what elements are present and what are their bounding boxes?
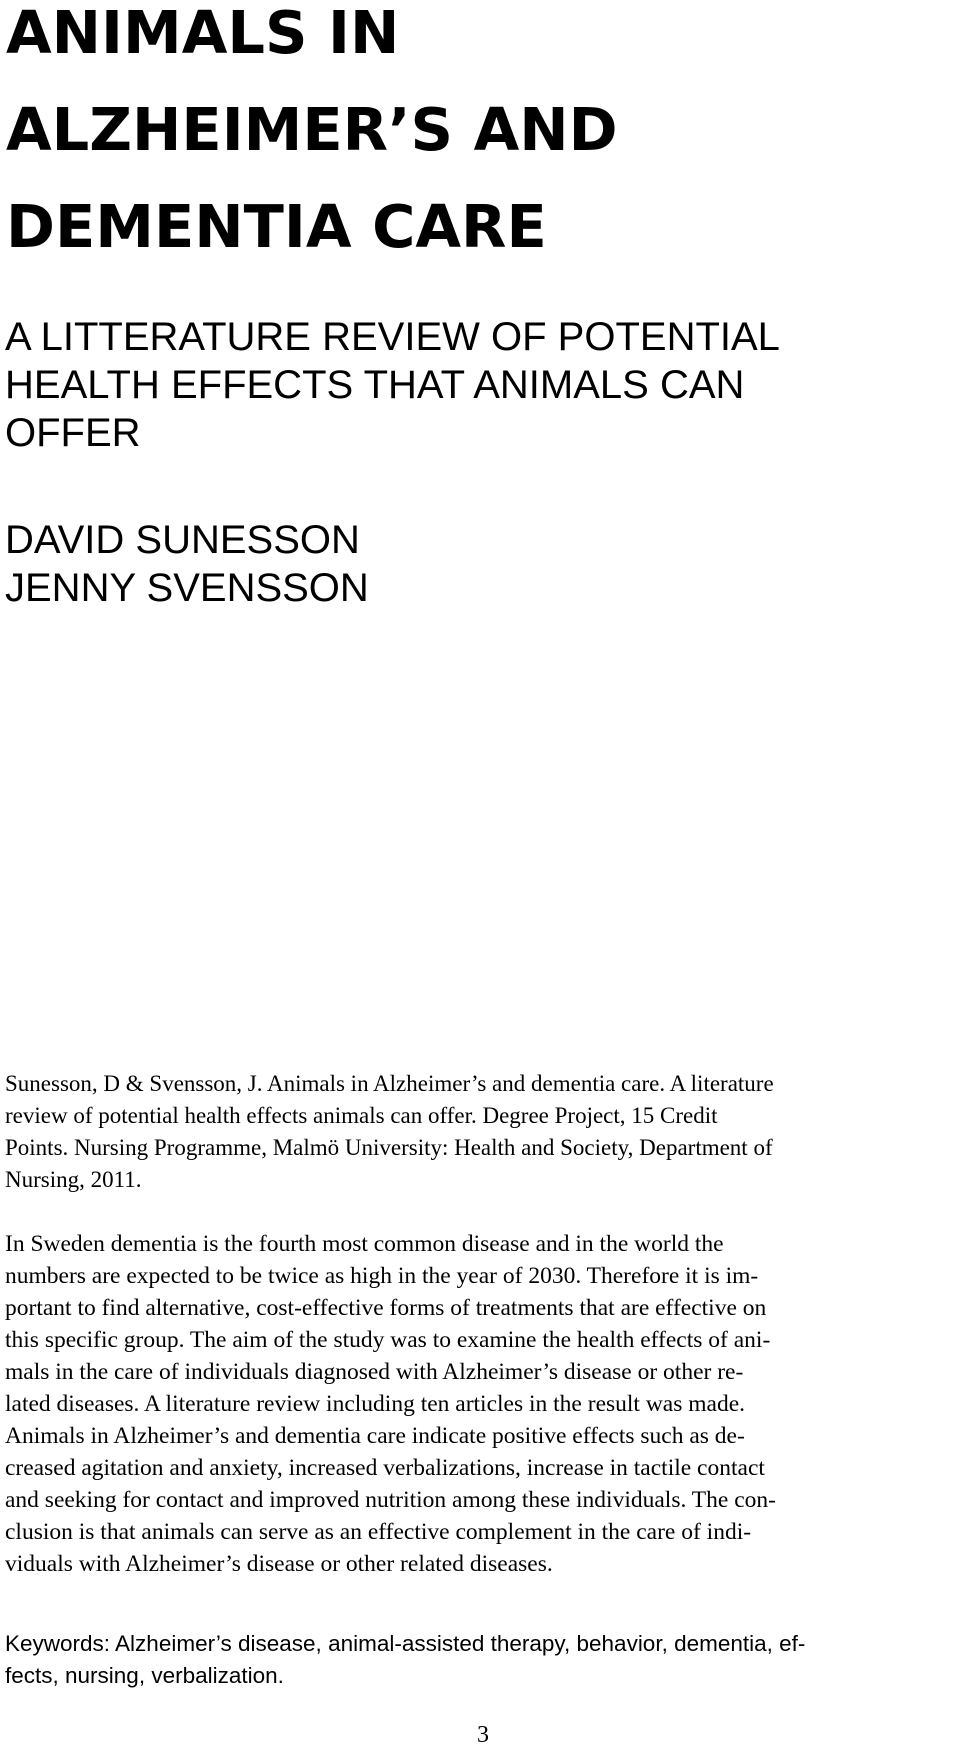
author-list: [5, 516, 369, 612]
abstract-line: In Sweden dementia is the fourth most common disease and in the world the: [5, 1231, 724, 1257]
citation-line: Points. Nursing Programme, Malmö University: Health and Society, Department of: [5, 1135, 773, 1160]
title-line-2: ALZHEIMER’S AND: [6, 95, 618, 164]
abstract-line: portant to find alternative, cost-effective forms of treatments that are effective on: [5, 1295, 767, 1321]
page-number: [0, 1720, 960, 1750]
author-name: JENNY SVENSSON: [5, 566, 369, 610]
abstract-line: numbers are expected to be twice as high in the year of 2030. Therefore it is im-: [5, 1263, 759, 1289]
citation-paragraph: [5, 1068, 951, 1196]
title-line-3: DEMENTIA CARE: [6, 192, 547, 261]
abstract-paragraph: [5, 1228, 951, 1580]
author-name: DAVID SUNESSON: [5, 518, 360, 562]
keywords-line: Keywords: Alzheimer’s disease, animal-assisted therapy, behavior, dementia, ef-: [5, 1631, 806, 1656]
document-subtitle: [5, 313, 780, 457]
page-number-text: 3: [477, 1722, 489, 1748]
subtitle-line-1: A LITTERATURE REVIEW OF POTENTIAL: [5, 315, 780, 359]
citation-line: review of potential health effects animals can offer. Degree Project, 15 Credit: [5, 1103, 718, 1128]
title-line-1: ANIMALS IN: [6, 0, 400, 67]
citation-line: Sunesson, D & Svensson, J. Animals in Alzheimer’s and dementia care. A literature: [5, 1071, 774, 1096]
abstract-line: clusion is that animals can serve as an effective complement in the care of indi-: [5, 1519, 752, 1545]
subtitle-line-2: HEALTH EFFECTS THAT ANIMALS CAN: [5, 363, 745, 407]
abstract-line: Animals in Alzheimer’s and dementia care indicate positive effects such as de-: [5, 1423, 745, 1449]
keywords-paragraph: [5, 1628, 951, 1692]
abstract-line: and seeking for contact and improved nutrition among these individuals. The con-: [5, 1487, 776, 1513]
document-title: [6, 0, 618, 275]
keywords-line: fects, nursing, verbalization.: [5, 1663, 284, 1688]
abstract-line: this specific group. The aim of the study was to examine the health effects of ani-: [5, 1327, 771, 1353]
abstract-line: lated diseases. A literature review including ten articles in the result was made.: [5, 1391, 746, 1417]
abstract-line: creased agitation and anxiety, increased verbalizations, increase in tactile contact: [5, 1455, 765, 1481]
abstract-line: mals in the care of individuals diagnosed with Alzheimer’s disease or other re-: [5, 1359, 744, 1385]
subtitle-line-3: OFFER: [5, 411, 141, 455]
abstract-line: viduals with Alzheimer’s disease or other related diseases.: [5, 1551, 553, 1577]
citation-line: Nursing, 2011.: [5, 1167, 142, 1192]
